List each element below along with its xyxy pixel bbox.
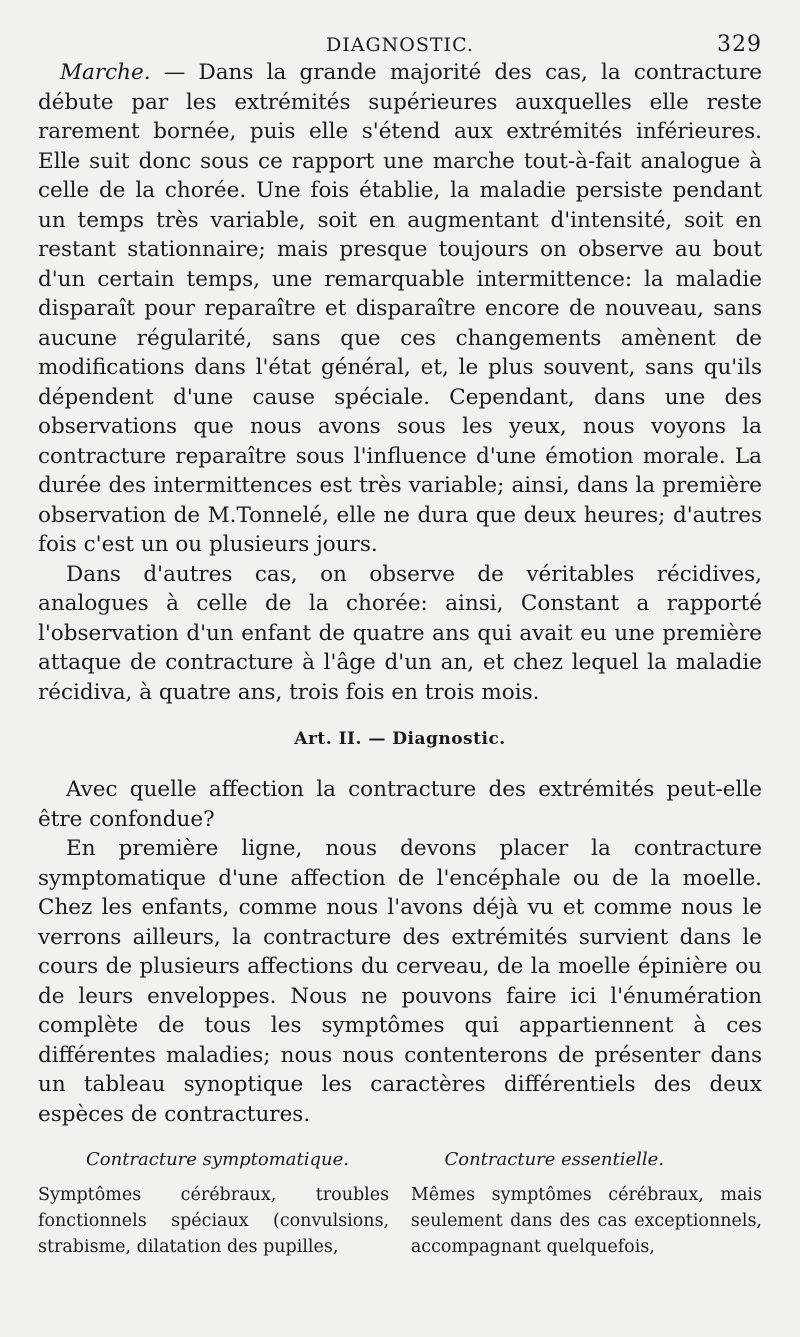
cell-symptomatic: Symptômes cérébraux, troubles fonctionnels spéciaux (convulsions, strabisme, dilatation des pupilles, [38,1185,390,1257]
run-in-heading: Marche. [60,60,151,85]
page-header [38,30,762,58]
column-head-symptomatic: Contracture symptomatique. [86,1149,350,1170]
paragraph-marche: Marche. — Dans la grande majorité des cas, la contracture débute par les extrémités supérieures auxquelles elle reste rarement bornée, puis elle s'étend aux extrémités inférieures. Elle suit donc sous ce rapport une marche tout-à-fait analogue à celle de la chorée. Une fois établie, la maladie persiste pendant un temps très variable, soit en augmentant d'intensité, soit en restant stationnaire; mais presque toujours on observe au bout d'un certain temps, une remarquable intermittence: la maladie disparaît pour reparaître et disparaître encore de nouveau, sans aucune régularité, sans que ces changements amènent de modifications dans l'état général, et, le plus souvent, sans qu'ils dépendent d'une cause spéciale. Cependant, dans une des observations que nous avons sous les yeux, nous voyons la contracture reparaître sous l'influence d'une émotion morale. La durée des intermittences est très variable; ainsi, dans la première observation de M.Tonnelé, elle ne dura que deux heures; d'autres fois c'est un ou plusieurs jours. [38,60,762,557]
paragraph-body: Dans la grande majorité des cas, la contracture débute par les extrémités supérieures auxquelles elle reste rarement bornée, puis elle s'étend aux extrémités inférieures. Elle suit donc sous ce rapport une marche tout-à-fait analogue à celle de la chorée. Une fois établie, la maladie persiste pendant un temps très variable, soit en augmentant d'intensité, soit en restant stationnaire; mais presque toujours on observe au bout d'un certain temps, une remarquable intermittence: la maladie disparaît pour reparaître et disparaître encore de nouveau, sans aucune régularité, sans que ces changements amènent de modifications dans l'état général, et, le plus souvent, sans qu'ils dépendent d'une cause spéciale. Cependant, dans une des observations que nous avons sous les yeux, nous voyons la contracture reparaître sous l'influence d'une émotion morale. La durée des intermittences est très variable; ainsi, dans la première observation de M.Tonnelé, elle ne dura que deux heures; d'autres fois c'est un ou plusieurs jours. [38,60,762,557]
cell-essential: Mêmes symptômes cérébraux, mais seulement dans des cas exceptionnels, accompagnant quelquefois, [410,1185,762,1257]
page-number: 329 [717,32,762,57]
article-heading: Art. II. — Diagnostic. [294,729,506,749]
paragraph-question: Avec quelle affection la contracture des extrémités peut-elle être confondue? [38,777,762,832]
synoptic-table-header [38,1149,762,1170]
running-head: DIAGNOSTIC. [326,34,474,56]
column-head-essential: Contracture essentielle. [444,1149,665,1170]
paragraph-diagnostic: En première ligne, nous devons placer la contracture symptomatique d'une affection de l'encéphale ou de la moelle. Chez les enfants, comme nous l'avons déjà vu et comme nous le verrons ailleurs, la contracture des extrémités survient dans le cours de plusieurs affections du cerveau, de la moelle épinière ou de leurs enveloppes. Nous ne pouvons faire ici l'énumération complète de tous les symptômes qui appartiennent à ces différentes maladies; nous nous contenterons de présenter dans un tableau synoptique les caractères différentiels des deux espèces de contractures. [38,836,762,1127]
paragraph-recidives: Dans d'autres cas, on observe de véritables récidives, analogues à celle de la chorée: ainsi, Constant a rapporté l'observation d'un enfant de quatre ans qui avait eu une première attaque de contracture à l'âge d'un an, et chez lequel la maladie récidiva, à quatre ans, trois fois en trois mois. [38,561,762,705]
synoptic-table-body [38,1182,762,1260]
